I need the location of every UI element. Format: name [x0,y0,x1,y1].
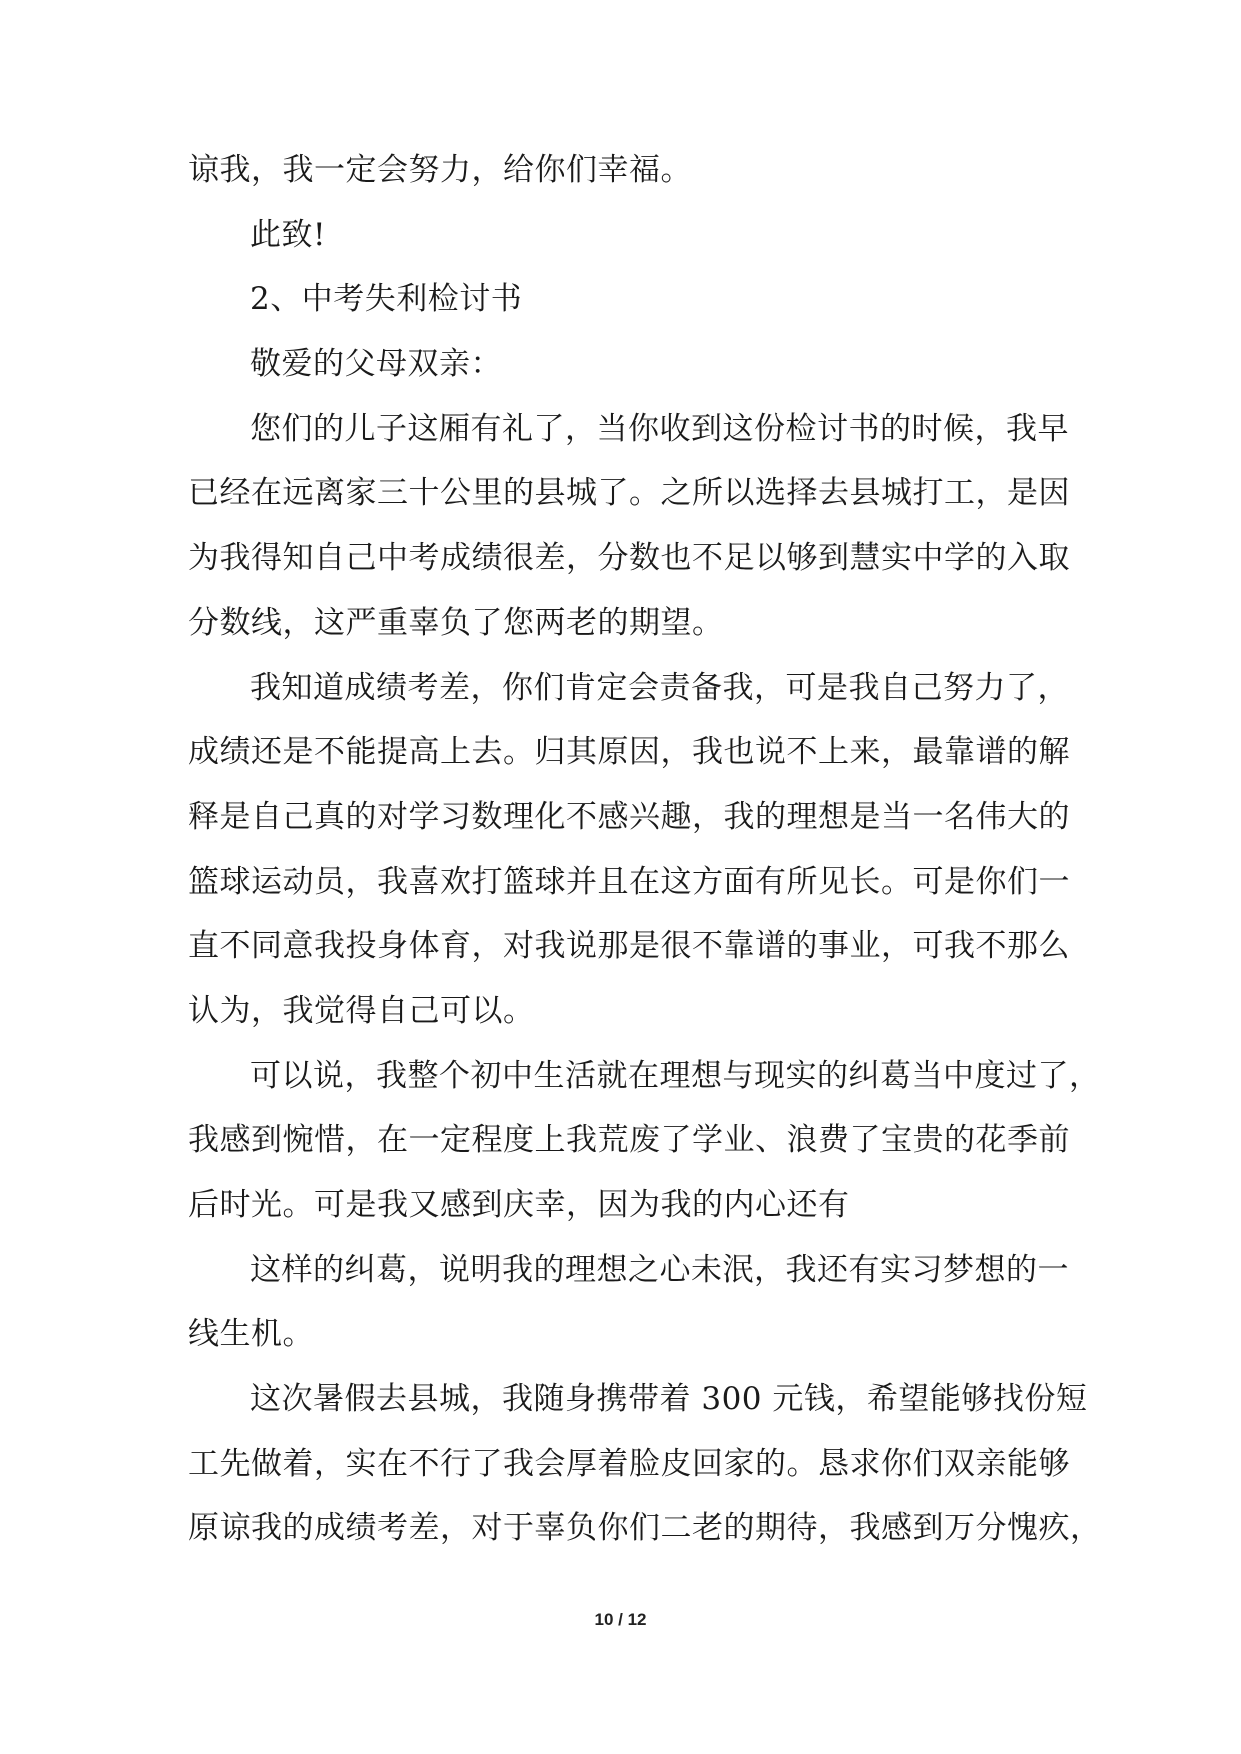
text-line: 为我得知自己中考成绩很差，分数也不足以够到慧实中学的入取 [188,540,1070,577]
text-line: 成绩还是不能提高上去。归其原因，我也说不上来，最靠谱的解 [188,734,1070,771]
text-line: 线生机。 [188,1316,314,1353]
document-body [188,150,1102,1573]
text-line: 您们的儿子这厢有礼了，当你收到这份检讨书的时候，我早 [250,410,1069,447]
closing-salutation: 此致! [250,216,326,253]
section-heading: 2、中考失利检讨书 [250,281,523,318]
text-line: 这次暑假去县城，我随身携带着 300 元钱，希望能够找份短 [250,1381,1088,1418]
text-line: 这样的纠葛，说明我的理想之心未泯，我还有实习梦想的一 [250,1251,1069,1288]
text-line: 认为，我觉得自己可以。 [188,992,535,1029]
text-line: 直不同意我投身体育，对我说那是很不靠谱的事业，可我不那么 [188,928,1070,965]
page-number: 10 / 12 [594,1610,647,1629]
text-line: 我感到惋惜，在一定程度上我荒废了学业、浪费了宝贵的花季前 [188,1122,1070,1159]
text-line: 工先做着，实在不行了我会厚着脸皮回家的。恳求你们双亲能够 [188,1445,1070,1482]
letter-greeting: 敬爱的父母双亲： [250,346,502,383]
text-line: 后时光。可是我又感到庆幸，因为我的内心还有 [188,1187,850,1223]
text-line: 我知道成绩考差，你们肯定会责备我，可是我自己努力了， [250,669,1069,706]
text-line: 可以说，我整个初中生活就在理想与现实的纠葛当中度过了， [250,1057,1101,1094]
text-line: 已经在远离家三十公里的县城了。之所以选择去县城打工，是因 [188,475,1070,512]
text-line: 谅我，我一定会努力，给你们幸福。 [188,152,692,188]
text-line: 释是自己真的对学习数理化不感兴趣，我的理想是当一名伟大的 [188,798,1070,835]
text-line: 原谅我的成绩考差，对于辜负你们二老的期待，我感到万分愧疚， [188,1510,1102,1547]
text-line: 分数线，这严重辜负了您两老的期望。 [188,604,724,641]
text-line: 篮球运动员，我喜欢打篮球并且在这方面有所见长。可是你们一 [188,863,1070,900]
